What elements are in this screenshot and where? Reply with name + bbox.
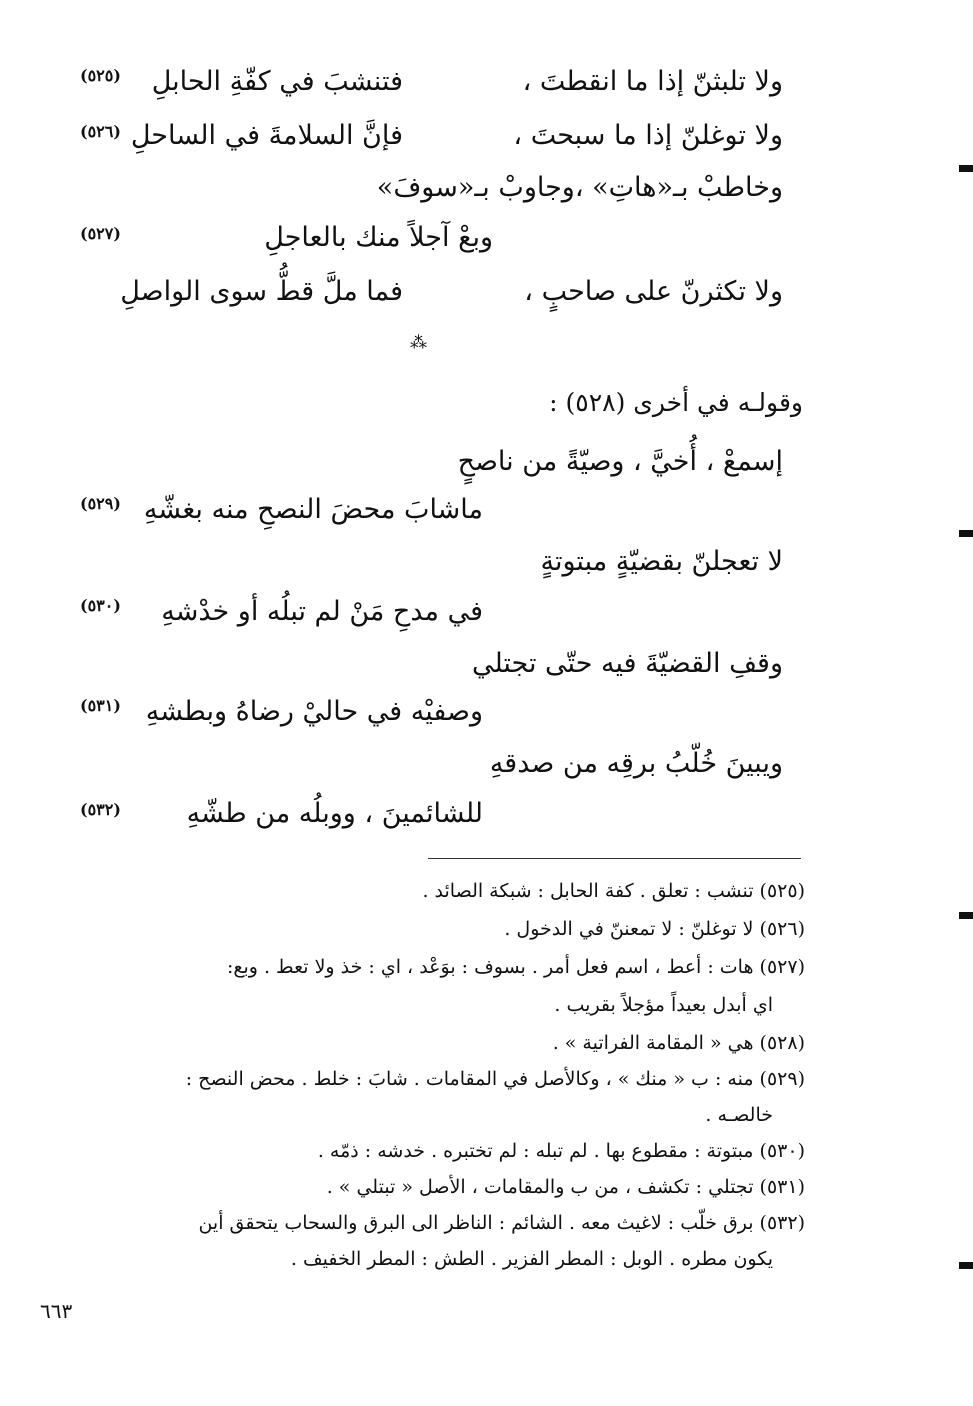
scan-edge-mark [959, 530, 973, 537]
poem1-note-2: (٥٢٦) [80, 122, 121, 141]
poem1-line-2-left: فإنَّ السلامةَ في الساحلِ [130, 120, 403, 151]
poem1-line-1-left: فتنشبَ في كفّةِ الحابلِ [151, 66, 403, 97]
footnote-530: (٥٣٠) مبتوتة : مقطوع بها . لم تبله : لم تختبره . خدشه : ذمّه . [317, 1140, 805, 1162]
footnote-529-cont: خالصـه . [705, 1104, 773, 1126]
poem1-line-2-right: ولا توغلنّ إذا ما سبحتَ ، [513, 120, 783, 151]
poem2-line-1: إسمعْ ، أُخيَّ ، وصيّةً من ناصحٍ [457, 446, 783, 477]
poem1-line-3: وخاطبْ بـ«هاتِ» ،وجاوبْ بـ«سوفَ» [376, 172, 783, 203]
poem1-note-1: (٥٢٥) [80, 66, 121, 85]
poem2-line-2: ماشابَ محضَ النصحِ منه بغشّهِ [143, 494, 483, 525]
scan-edge-mark [959, 912, 973, 919]
poem2-line-3: لا تعجلنّ بقضيّةٍ مبتوتةٍ [540, 546, 783, 577]
poem1-line-4: وبعْ آجلاً منك بالعاجلِ [264, 222, 493, 253]
poem2-intro: وقولـه في أخرى (٥٢٨) : [549, 388, 803, 417]
footnote-532: (٥٣٢) برق خلّب : لاغيث معه . الشائم : الناظر الى البرق والسحاب يتحقق أين [198, 1212, 805, 1234]
poem2-line-7: ويبينَ خُلّبُ برقِه من صدقهِ [489, 748, 783, 779]
footnote-527-cont: اي أبدل بعيداً مؤجلاً بقريب . [554, 994, 773, 1016]
poem2-line-4: في مدحِ مَنْ لم تبلُه أو خدْشهِ [161, 596, 483, 627]
poem2-note-4: (٥٣٠) [80, 596, 121, 615]
footnote-divider [428, 858, 801, 859]
scan-edge-mark [959, 1262, 973, 1269]
poem1-line-5-left: فما ملَّ قطُّ سوى الواصلِ [120, 276, 403, 307]
footnote-525: (٥٢٥) تنشب : تعلق . كفة الحابل : شبكة الصائد . [422, 880, 805, 902]
scan-edge-mark [959, 165, 973, 172]
footnote-527: (٥٢٧) هات : أعط ، اسم فعل أمر . بسوف : بوَعْد ، اي : خذ ولا تعط . وبع: [226, 956, 805, 978]
poem2-line-6: وصفيْه في حاليْ رضاهُ وبطشهِ [145, 696, 483, 727]
poem2-line-5: وقفِ القضيّةَ فيه حتّى تجتلي [471, 648, 783, 679]
page-number: ٦٦٣ [40, 1299, 73, 1323]
footnote-529: (٥٢٩) منه : ب « منك » ، وكالأصل في المقامات . شابَ : خلط . محض النصح : [185, 1068, 805, 1090]
footnote-532-cont: يكون مطره . الوبل : المطر الفزير . الطش : المطر الخفيف . [290, 1248, 773, 1270]
footnote-526: (٥٢٦) لا توغلنّ : لا تمعننّ في الدخول . [504, 918, 805, 940]
poem2-note-8: (٥٣٢) [80, 800, 121, 819]
poem1-note-4: (٥٢٧) [80, 224, 121, 243]
poem2-note-2: (٥٢٩) [80, 494, 121, 513]
poem1-line-1-right: ولا تلبثنّ إذا ما انقطتَ ، [522, 66, 783, 97]
poem2-line-8: للشائمينَ ، ووبلُه من طشّهِ [186, 798, 483, 829]
footnote-528: (٥٢٨) هي « المقامة الفراتية » . [552, 1032, 805, 1054]
poem1-line-5-right: ولا تكثرنّ على صاحبٍ ، [524, 276, 783, 307]
footnote-531: (٥٣١) تجتلي : تكشف ، من ب والمقامات ، الأصل « تبتلي » . [326, 1176, 805, 1198]
poem2-note-6: (٥٣١) [80, 696, 121, 715]
section-separator-stars: ⁂ [410, 333, 424, 353]
